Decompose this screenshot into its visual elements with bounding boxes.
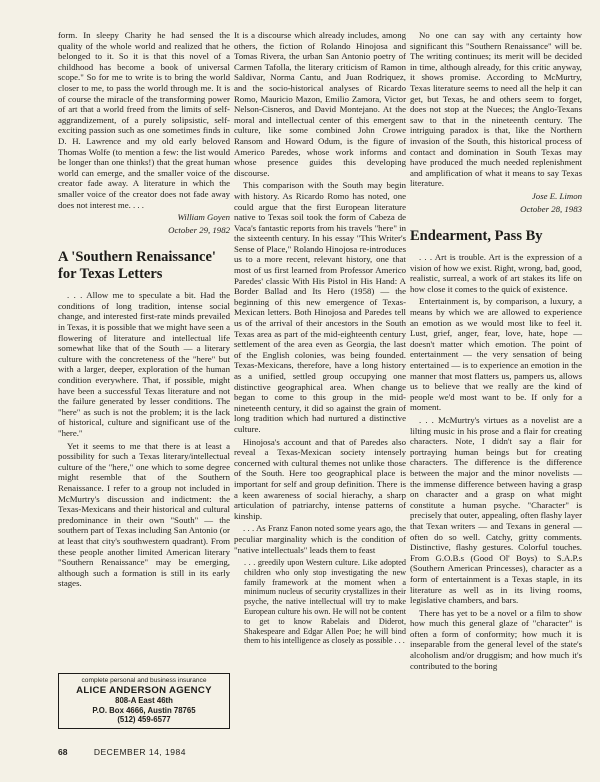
paragraph: form. In sleepy Charity he had sensed the quality of the whole world and realized that he belonged to it. So it is that this novel of a childhood has become a book of universal scope." So for me to write is to bring the world closer to me, to pass the world through me. It is of course the miracle of the transforming power of art that a world freed from the limits of self-aggrandizement, of a purely solipsistic, self-exciting passion such as one sometimes finds in D. H. Lawrence and my old early beloved Thomas Wolfe (to mention a few: the list would be longer than one thinks!) that the great human world can emerge, and the smaller voice of the creator fade away. A literature in which the smaller voice of the creator does not fade away does not interest me. . . .: [58, 30, 230, 210]
page-footer: [58, 747, 186, 757]
paragraph: Entertainment is, by comparison, a luxury, a means by which we are allowed to experience an emotion as we would most like to feel it. Lust, grief, anger, fear, love, hate, hope — doesn't matter which emotion. The point of entertainment — the very sensation of being entertained — is to experience an emotion in the manner that most flatters us, pampers us, allows us to believe that we really are the kind of people we'd most want to be. If only for a moment.: [410, 296, 582, 413]
paragraph: It is a discourse which already includes, among others, the fiction of Rolando Hinojosa and Tomas Rivera, the urban San Antonio poetry of Carmen Tafolla, the literary criticism of Ramon Saldivar, Norma Cantu, and Juan Rodriquez, and the socio-historical analyses of Ricardo Romo, Mauricio Mazon, Emilio Zamora, Victor Nelson-Cisneros, and David Montejano. At the moral and intellectual center of this emergent culture, like some combined John Crowe Ransom and Howard Odum, is the figure of Americo Paredes, whose work informs and whose presence guides this developing discourse.: [234, 30, 406, 178]
insurance-advertisement: [58, 673, 230, 729]
section-heading: Endearment, Pass By: [410, 228, 543, 245]
column-right: [410, 30, 582, 673]
issue-date: DECEMBER 14, 1984: [93, 747, 186, 757]
ad-phone: (512) 459-6577: [117, 715, 171, 724]
paragraph: There has yet to be a novel or a film to show how much this general glaze of "character" is often a form of conformity; how much it is inseparable from the general level of the state's alcoholism and/or druggism; and how much it's contributed to the boring: [410, 607, 582, 671]
ad-tagline: complete personal and business insurance: [81, 677, 207, 684]
paragraph: . . . As Franz Fanon noted some years ago, the peculiar marginality which is the condition of "native intellectuals" leads them to feast: [234, 523, 406, 555]
paragraph: . . . Art is trouble. Art is the expression of a vision of how we exist. Right, wrong, bad, good, realistic, surreal, a work of art stakes its life on how close it comes to the quick of existence.: [410, 252, 582, 294]
signature-date: October 28, 1983: [520, 203, 582, 214]
page-number: 68: [58, 747, 68, 757]
paragraph: Hinojosa's account and that of Paredes also reveal a Texas-Mexican society intensely concerned with cultural themes not unlike those of the South. Here too geographical place is important for self and group definition. There is a keen awareness of social hierachy, a sharp articulation of patriarchy, intense patterns of kinship.: [234, 436, 406, 521]
ad-agency-name: ALICE ANDERSON AGENCY: [76, 685, 212, 696]
author-signature: Jose E. Limon: [531, 190, 582, 201]
column-middle: [234, 30, 406, 649]
block-quote: . . . greedily upon Western culture. Like adopted children who only stop investigating the new family framework at the moment when a minimum nucleus of security crystallizes in their psyche, the native intellectual will try to make European culture his own. He will not be content to get to know Rabelais and Diderot, Shakespeare and Edgar Allen Poe; he will bind them to his intelligence as closely as possible . . .: [244, 558, 406, 646]
section-heading: A 'Southern Renaissance' for Texas Letters: [58, 249, 216, 283]
author-signature: William Goyen: [177, 212, 230, 223]
paragraph: . . . McMurtry's virtues as a novelist are a lilting music in his prose and a flair for creating characters. Note, I didn't say a flair for portraying human beings but for creating characters. The difference is the difference between the major and the minor novelists — the immense difference between having a grasp on character and a grasp on what might constitute a human psyche. "Character" is precisely that outer, appealing, often flashy layer that Texan writers — and Texans in general — often do so well. Catchy, gritty comments. Distinctive, flashy gestures. Colorful touches. From G.O.B.s (Good Ol' Boys) to S.A.P.s (Southern American Princesses), character as a form of entertainment is a Texas staple, in its literature as well as in its living rooms, legislative chambers, and bars.: [410, 415, 582, 606]
ad-address-line: P.O. Box 4666, Austin 78765: [92, 705, 196, 715]
column-left: [58, 30, 230, 591]
paragraph: This comparison with the South may begin with history. As Ricardo Romo has noted, one could argue that the first European literature native to Texas soil took the form of Cabeza de Vaca's fantastic reports from his travels "here" in the sixteenth century. In his essay "This Writer's Sense of Place," Rolando Hinojosa re-introduces us to a more recent, relevant history, one that most of us first learned from Professor Americo Paredes' classic With His Pistol in His Hand: A Border Ballad and Its Hero (1958) — the beginning of this new emergence of Texas-Mexican letters. Both Hinojosa and Paredes tell us of the arrival of their ancestors in the South Texas area as part of the mid-eighteenth century settlement of the area even as Georgia, the last of the English colonies, was being founded. Texas-Mexicans, therefore, have a long history as a unified, settled group occupying one distinctive geographical area. When change began to come to this group in the mid-nineteenth century, it did so against the grain of long tradition which had nurtured a distinctive culture.: [234, 180, 406, 434]
paragraph: No one can say with any certainty how significant this "Southern Renaissance" will be. The writing continues; its merit will be decided in time, although already, for this critic anyway, it shows promise. According to McMurtry, Texas literature seems to need all the help it can get, but Texas, he and others seem to forget, does not stop at the Nueces; the Anglo-Texans saw to that in the nineteenth century. The intriguing paradox is that, like the Northern invasion of the South, this historical process of contact and domination in South Texas may have produced the much needed replenishment and amplification of what it means to say Texas literature.: [410, 30, 582, 189]
signature-date: October 29, 1982: [168, 224, 230, 235]
paragraph: . . . Allow me to speculate a bit. Had the conditions of long tradition, intense social change, and interested first-rate minds prevailed in Texas, it is possible that we might have seen a flowering of literature and intellectual life somewhat like that of the South — a literary culture with the concreteness of the "here" but with a larger, deeper, exploration of the human condition everywhere. That, if possible, might have been a successful Texas literature and not the failure generated by lesser conditions. The "here" as such is not the problem; it is the lack of historical, culture and significant use of the "here.": [58, 290, 230, 438]
ad-address-line: 808-A East 46th: [115, 696, 173, 705]
paragraph: Yet it seems to me that there is at least a possibility for such a Texas literary/intellectual culture of the "here," one which to some degree might resemble that of the Southern Renaissance. I refer to a group not included in McMurtry's discussion and indictment: the Texas-Mexicans and their historical and cultural predominance in their own "South" — the southern part of Texas including San Antonio (or at least that city's southwestern quadrant). From these people another limited American literary "Southern Renaissance" may be emerging, although such a formation is still in its early stages.: [58, 440, 230, 589]
